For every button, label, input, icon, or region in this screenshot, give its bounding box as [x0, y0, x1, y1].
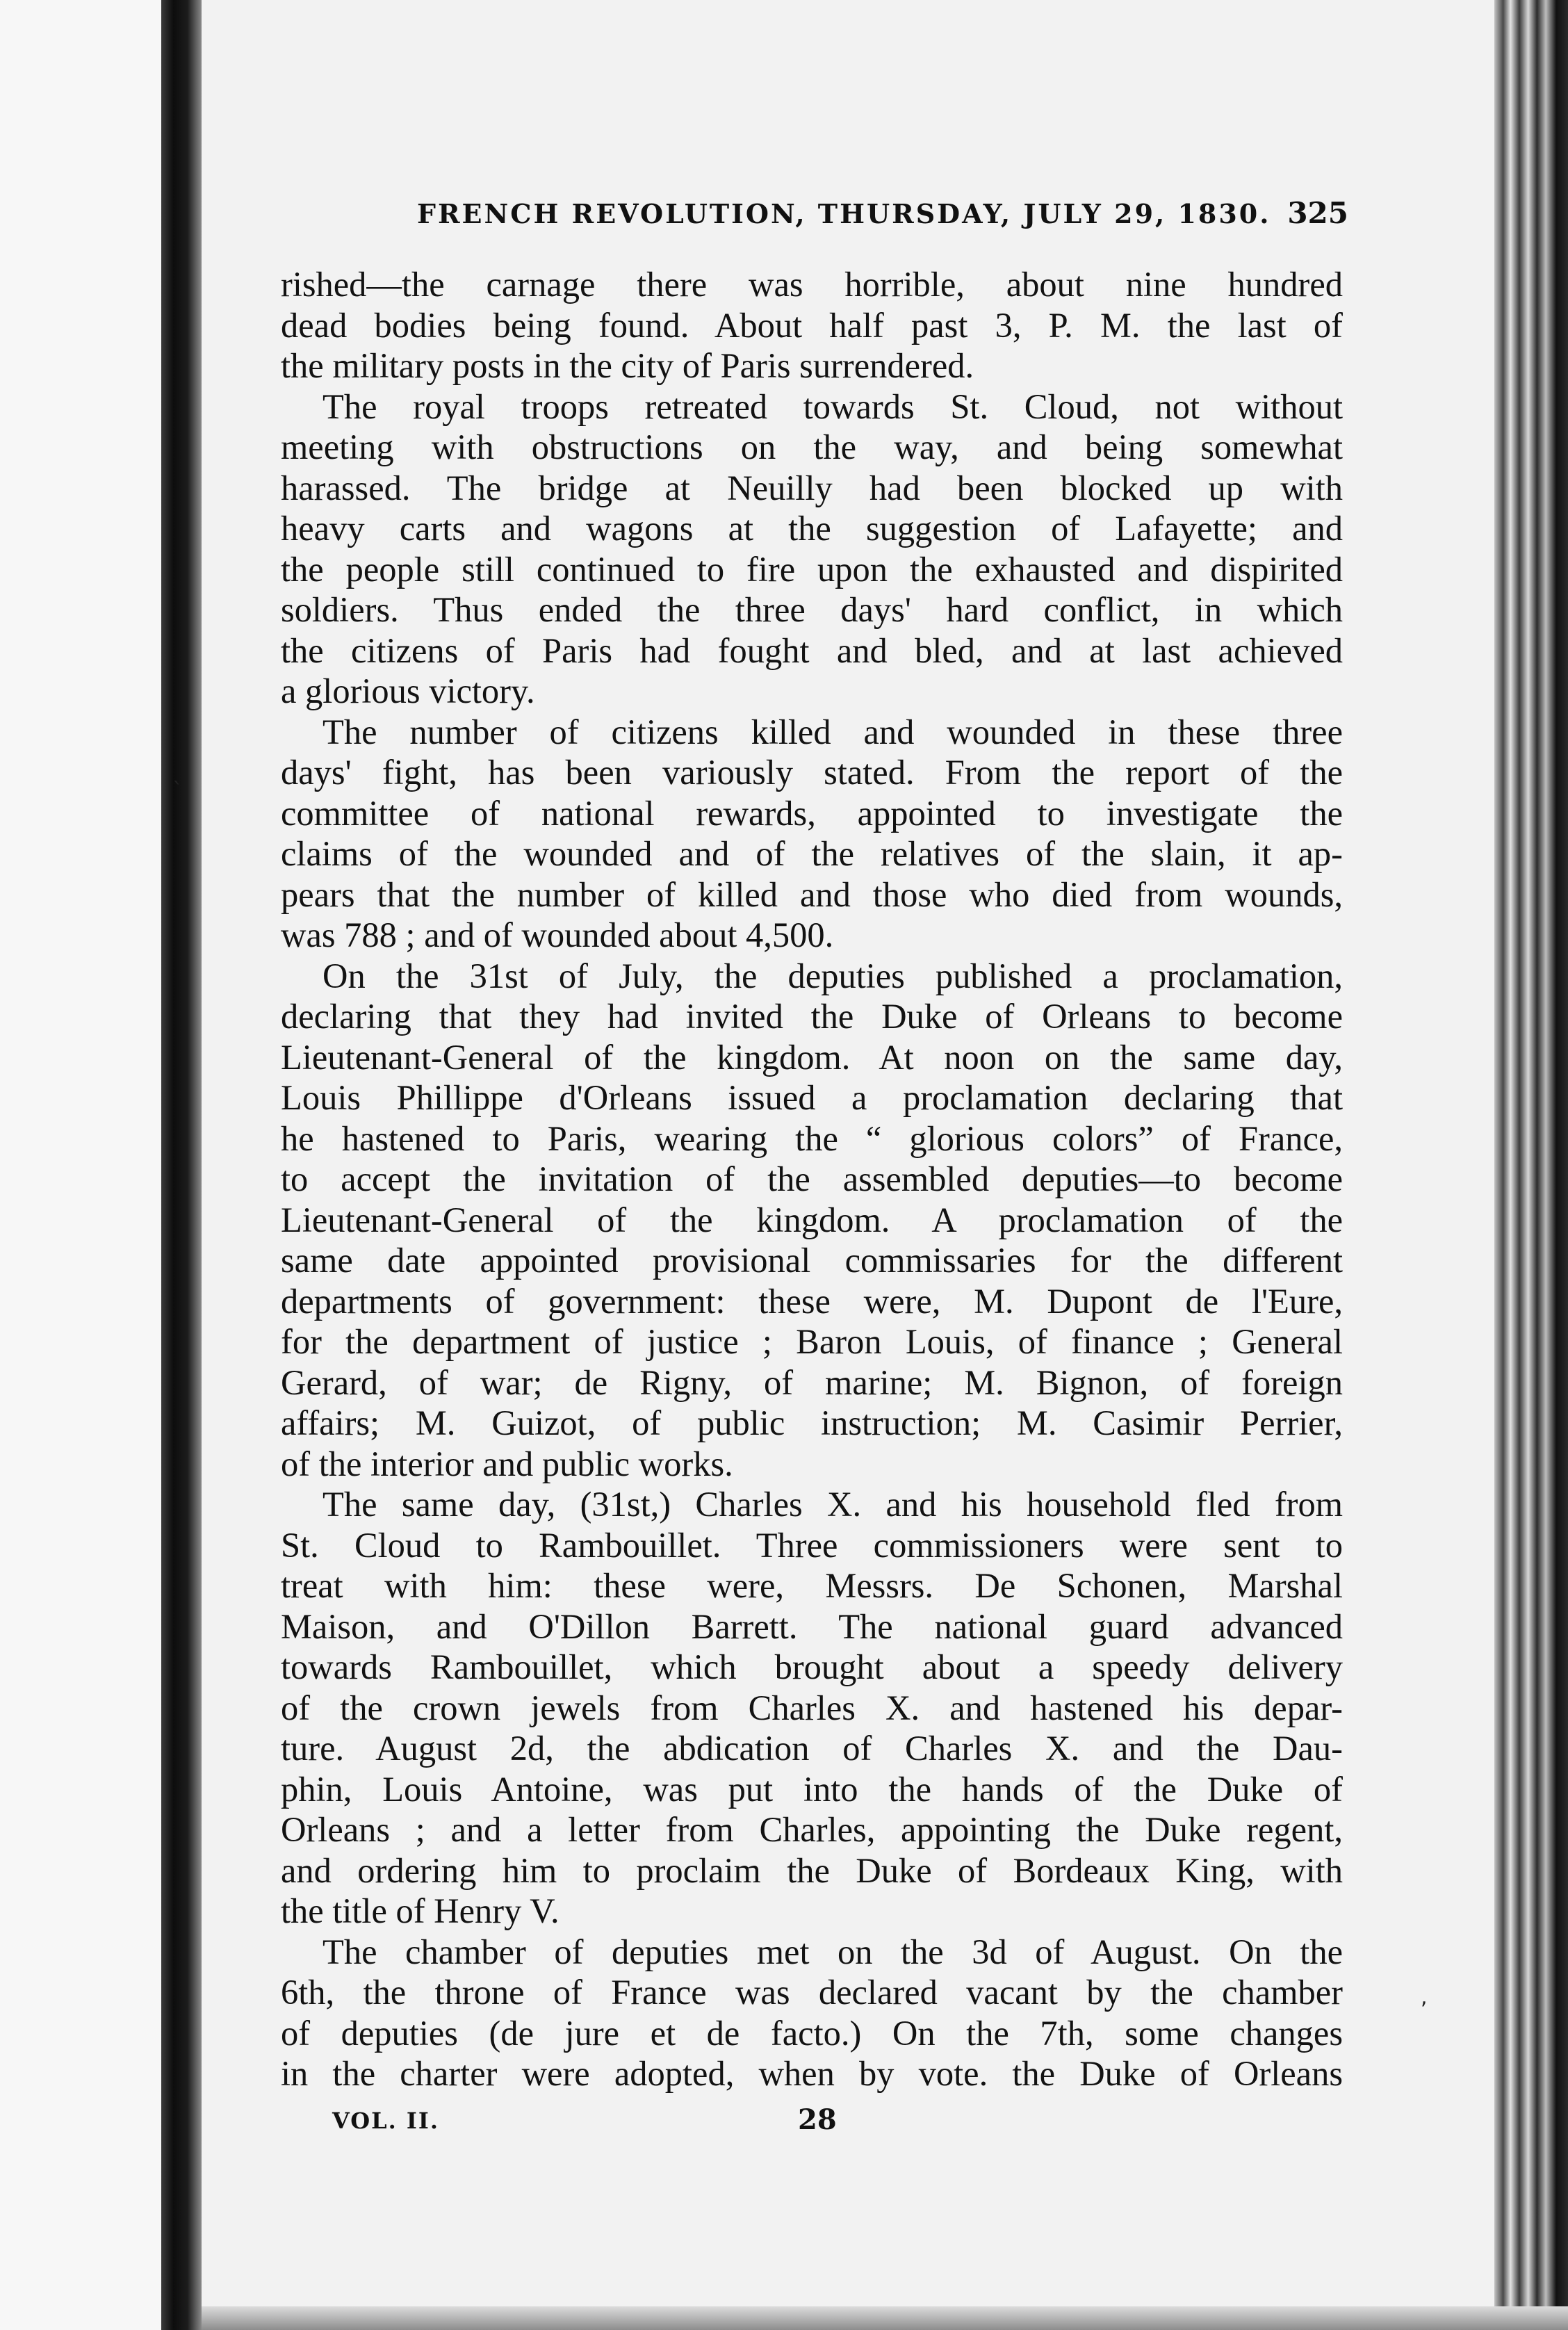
text-line: heavy carts and wagons at the suggestion of Lafayette; and — [281, 509, 1343, 548]
running-head — [417, 196, 1348, 230]
page-bottom-edge — [202, 2306, 1568, 2330]
text-line: for the department of justice ; Baron Louis, of finance ; General — [281, 1322, 1343, 1361]
text-line: committee of national rewards, appointed to investigate the — [281, 793, 1343, 833]
text-line: the citizens of Paris had fought and bled, and at last achieved — [281, 630, 1343, 670]
text-line: Gerard, of war; de Rigny, of marine; M. Bignon, of foreign — [281, 1362, 1343, 1402]
page-fore-edge — [1494, 0, 1568, 2330]
text-line: Maison, and O'Dillon Barrett. The national guard advanced — [281, 1606, 1343, 1646]
text-line: ture. August 2d, the abdication of Charles X. and the Dau- — [281, 1729, 1343, 1768]
text-line: towards Rambouillet, which brought about a speedy delivery — [281, 1647, 1343, 1686]
text-line: affairs; M. Guizot, of public instruction; M. Casimir Perrier, — [281, 1403, 1343, 1442]
signature-number: 28 — [798, 2103, 837, 2136]
text-line: of deputies (de jure et de facto.) On the 7th, some changes — [281, 2013, 1343, 2053]
text-line: to accept the invitation of the assembled deputies—to become — [281, 1159, 1343, 1198]
page-number: 325 — [1287, 196, 1348, 230]
text-line: in the charter were adopted, when by vote. the Duke of Orleans — [281, 2054, 1343, 2093]
text-line: treat with him: these were, Messrs. De Schonen, Marshal — [281, 1566, 1343, 1605]
text-line: Lieutenant-General of the kingdom. A proclamation of the — [281, 1200, 1343, 1239]
text-line: the people still continued to fire upon the exhausted and dispirited — [281, 549, 1343, 589]
facing-page-edge — [0, 0, 161, 2330]
text-line: departments of government: these were, M. Dupont de l'Eure, — [281, 1281, 1343, 1321]
body-text — [281, 264, 1343, 2094]
book-gutter — [161, 0, 202, 2330]
text-line: rished—the carnage there was horrible, about nine hundred — [281, 265, 1343, 304]
text-line: of the interior and public works. — [281, 1444, 733, 1483]
text-line: dead bodies being found. About half past 3, P. M. the last of — [281, 305, 1343, 345]
text-line: declaring that they had invited the Duke of Orleans to become — [281, 997, 1343, 1036]
text-line: the military posts in the city of Paris surrendered. — [281, 346, 974, 385]
text-line: The chamber of deputies met on the 3d of August. On the — [322, 1932, 1343, 1971]
text-line: claims of the wounded and of the relatives of the slain, it ap- — [281, 834, 1343, 873]
text-line: soldiers. Thus ended the three days' hard conflict, in which — [281, 590, 1343, 629]
text-line: Louis Phillippe d'Orleans issued a proclamation declaring that — [281, 1078, 1343, 1117]
scan-speck: , — [1421, 1985, 1428, 2010]
text-line: and ordering him to proclaim the Duke of Bordeaux King, with — [281, 1850, 1343, 1890]
text-line: phin, Louis Antoine, was put into the hands of the Duke of — [281, 1769, 1343, 1809]
text-line: Orleans ; and a letter from Charles, appointing the Duke regent, — [281, 1810, 1343, 1849]
text-line: meeting with obstructions on the way, and being somewhat — [281, 427, 1343, 466]
scan-speck: ` — [172, 779, 183, 803]
volume-mark: VOL. II. — [332, 2108, 439, 2134]
text-line: a glorious victory. — [281, 671, 535, 710]
text-line: The same day, (31st,) Charles X. and his household fled from — [322, 1485, 1343, 1524]
text-line: pears that the number of killed and those who died from wounds, — [281, 874, 1343, 914]
text-line: of the crown jewels from Charles X. and hastened his depar- — [281, 1688, 1343, 1727]
text-line: he hastened to Paris, wearing the “ glorious colors” of France, — [281, 1118, 1343, 1158]
text-line: St. Cloud to Rambouillet. Three commissioners were sent to — [281, 1525, 1343, 1565]
text-line: The royal troops retreated towards St. Cloud, not without — [322, 386, 1343, 426]
text-line: On the 31st of July, the deputies published a proclamation, — [322, 956, 1343, 995]
running-title: FRENCH REVOLUTION, THURSDAY, JULY 29, 1830. — [417, 198, 1271, 229]
text-line: the title of Henry V. — [281, 1891, 560, 1930]
text-line: harassed. The bridge at Neuilly had been blocked up with — [281, 468, 1343, 507]
text-line: was 788 ; and of wounded about 4,500. — [281, 915, 834, 954]
text-line: Lieutenant-General of the kingdom. At noon on the same day, — [281, 1037, 1343, 1077]
text-line: same date appointed provisional commissaries for the different — [281, 1241, 1343, 1280]
text-line: The number of citizens killed and wounded in these three — [322, 712, 1343, 751]
text-line: 6th, the throne of France was declared vacant by the chamber — [281, 1973, 1343, 2012]
text-line: days' fight, has been variously stated. From the report of the — [281, 753, 1343, 792]
